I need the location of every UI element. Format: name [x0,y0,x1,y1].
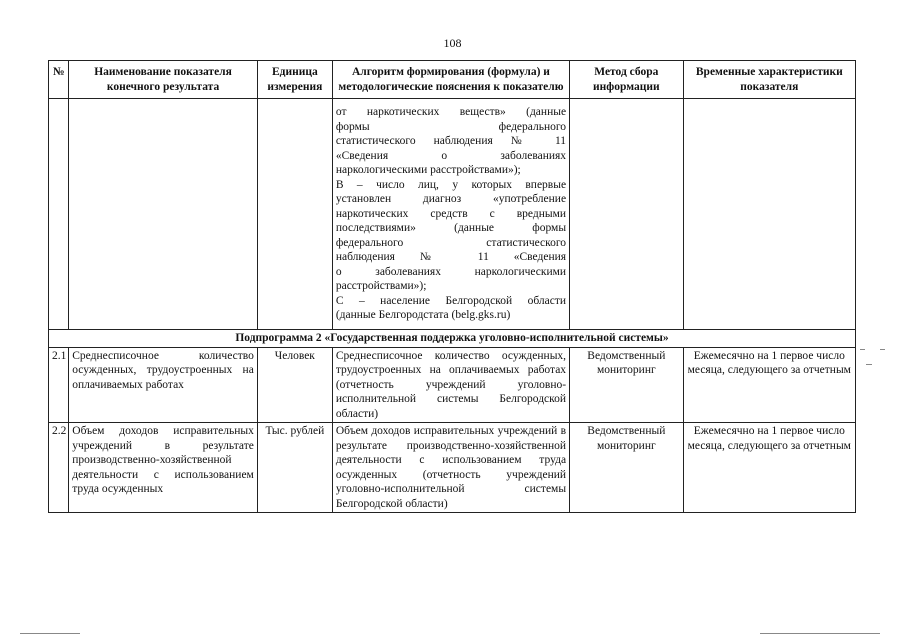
row-name: Среднесписочное количество осужденных, трудоустроенных на оплачиваемых работах [69,347,258,423]
subprogram-title: Подпрограмма 2 «Государственная поддержка уголовно-исполнительной системы» [49,330,856,348]
header-name: Наименование показателя конечного результата [69,61,258,99]
row-method: Ведомственный мониторинг [570,347,684,423]
cell-timing [683,99,855,330]
header-unit: Единица измерения [257,61,332,99]
row-algorithm: Объем доходов исправительных учреждений в результате производственно-хозяйственной деятельности с использованием труда осужденных (отчетность учреждений уголовно-исполнительной системы Белгородской области) [332,423,569,513]
algorithm-line: наркологическими расстройствами»); [335,164,521,176]
algorithm-line: В – число лиц, у которых впервые [335,178,567,191]
row-num: 2.1 [49,347,69,423]
scan-speck [880,349,885,350]
cell-name [69,99,258,330]
algorithm-line: наркотических средств с вредными [335,207,567,220]
row-name: Объем доходов исправительных учреждений в результате производственно-хозяйственной деятельности с использованием труда осужденных [69,423,258,513]
row-method: Ведомственный мониторинг [570,423,684,513]
algorithm-line: «Сведения о заболеваниях [335,149,567,162]
cell-algorithm-continuation [332,99,569,330]
header-algorithm: Алгоритм формирования (формула) и методологические пояснения к показателю [332,61,569,99]
row-timing: Ежемесячно на 1 первое число месяца, следующего за отчетным [683,347,855,423]
cell-num [49,99,69,330]
row-unit: Человек [257,347,332,423]
header-num: № [49,61,69,99]
row-timing: Ежемесячно на 1 первое число месяца, следующего за отчетным [683,423,855,513]
table-header-row [49,61,856,99]
algorithm-line: от наркотических веществ» (данные [335,106,567,118]
header-timing: Временные характеристики показателя [683,61,855,99]
algorithm-line: федерального статистического [335,236,567,249]
scan-speck [866,364,872,365]
scan-speck [20,633,80,634]
algorithm-line: С – население Белгородской области [335,294,567,307]
table-row [49,423,856,513]
cell-method [570,99,684,330]
algorithm-line: установлен диагноз «употребление [335,193,567,205]
cell-unit [257,99,332,330]
scan-speck [860,349,865,350]
algorithm-line: последствиями» (данные формы [335,222,567,234]
algorithm-line: наблюдения № 11 «Сведения [335,251,567,263]
algorithm-line: расстройствами»); [335,280,427,292]
algorithm-line: статистического наблюдения № 11 [335,135,567,147]
indicators-table [48,60,856,513]
algorithm-line: формы федерального [335,120,567,133]
continuation-row [49,99,856,330]
row-num: 2.2 [49,423,69,513]
algorithm-line: (данные Белгородстата (belg.gks.ru) [335,309,511,321]
page-number: 108 [443,36,462,50]
header-method: Метод сбора информации [570,61,684,99]
scan-speck [760,633,880,634]
algorithm-line: о заболеваниях наркологическими [335,265,567,278]
row-unit: Тыс. рублей [257,423,332,513]
subprogram-row [49,330,856,348]
table-row [49,347,856,423]
row-algorithm: Среднесписочное количество осужденных, трудоустроенных на оплачиваемых работах (отчетность учреждений уголовно-исполнительной системы Белгородской области) [332,347,569,423]
